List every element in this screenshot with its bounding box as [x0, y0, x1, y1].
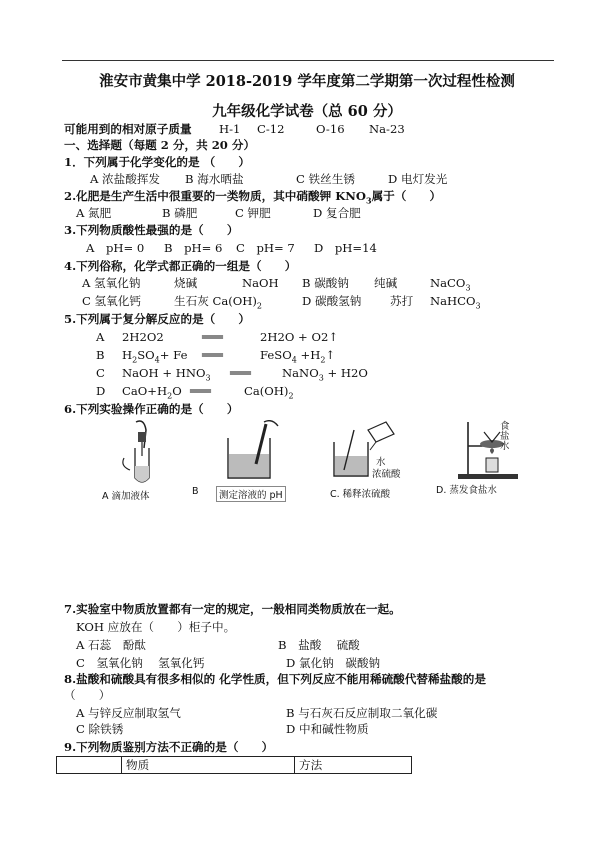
q2-option-c: C 钾肥 — [235, 206, 271, 220]
figure-b-ph-test — [218, 420, 290, 482]
q7-stem: 7.实验室中物质放置都有一定的规定，一般相同类物质放在一起。 — [64, 602, 401, 616]
q2-stem: 2.化肥是生产生活中很重要的一类物质，其中硝酸钾 $KNO_3$属于（ ） — [64, 189, 442, 206]
mass-o: O-16 — [316, 122, 345, 136]
q3-stem: 3.下列物质酸性最强的是（ ） — [64, 223, 239, 237]
figure-c-caption: C. 稀释浓硫酸 — [330, 489, 391, 500]
q8-option-c: C 除铁锈 — [76, 722, 124, 736]
q3-option-c: C pH= 7 — [236, 241, 295, 255]
q7-option-c: C 氢氧化钠 氢氧化钙 — [76, 656, 205, 670]
q8-option-a: A 与锌反应制取氢气 — [76, 706, 181, 720]
q1-option-b: B 海水晒盐 — [185, 172, 244, 186]
page-subtitle: 九年级化学试卷（总 60 分） — [212, 103, 402, 120]
q3-option-a: A pH= 0 — [86, 241, 145, 255]
q4-option-b: B 碳酸钠 — [302, 276, 349, 290]
q9-header-method: 方法 — [295, 757, 412, 774]
q9-stem: 9.下列物质鉴别方法不正确的是（ ） — [64, 740, 274, 754]
q4-d-formula: NaHCO$_3$ — [430, 294, 481, 311]
q7-option-a: A 石蕊 酚酞 — [76, 638, 147, 652]
mass-c: C-12 — [257, 122, 285, 136]
figure-a-caption: A 滴加液体 — [102, 491, 150, 502]
figure-d-caption: D. 蒸发食盐水 — [436, 485, 497, 496]
figure-b-caption-letter: B — [192, 486, 199, 497]
q9-table — [56, 756, 412, 774]
mass-na: Na-23 — [369, 122, 405, 136]
q5-stem: 5.下列属于复分解反应的是（ ） — [64, 312, 251, 326]
header-rule — [62, 60, 554, 61]
q4-a-formula: NaOH — [242, 276, 279, 290]
atomic-mass-line — [64, 122, 405, 136]
q7-option-b: B 盐酸 硫酸 — [278, 638, 360, 652]
q4-option-a: A 氢氧化钠 — [82, 276, 141, 290]
q8-option-b: B 与石灰石反应制取二氧化碳 — [286, 706, 438, 720]
figure-c-water-label: 水 — [376, 457, 386, 468]
figure-c-acid-label: 浓硫酸 — [372, 469, 401, 480]
q3-option-b: B pH= 6 — [164, 241, 223, 255]
page-title: 淮安市黄集中学 2018-2019 学年度第二学期第一次过程性检测 — [99, 73, 515, 90]
figure-d-salt-label: 食盐水 — [500, 421, 510, 452]
q1-option-d: D 电灯发光 — [388, 172, 448, 186]
q1-option-a: A 浓盐酸挥发 — [90, 172, 161, 186]
q6-stem: 6.下列实验操作正确的是（ ） — [64, 402, 239, 416]
q9-header-substance: 物质 — [122, 757, 295, 774]
q4-a-name: 烧碱 — [174, 276, 198, 290]
q2-option-a: A 氮肥 — [76, 206, 112, 220]
q8-option-d: D 中和碱性物质 — [286, 722, 369, 736]
q9-header-blank — [57, 757, 122, 774]
q8-stem: 8.盐酸和硫酸具有很多相似的 化学性质，但下列反应不能用稀硫酸代替稀盐酸的是 — [64, 672, 486, 686]
figure-d-evaporation — [450, 418, 530, 482]
q4-d-name: 苏打 — [390, 294, 414, 308]
q2-option-d: D 复合肥 — [313, 206, 361, 220]
q1-option-c: C 铁丝生锈 — [296, 172, 355, 186]
figure-a-dropper — [118, 418, 168, 486]
atomic-mass-label: 可能用到的相对原子质量 — [64, 122, 192, 136]
q8-paren: （ ） — [64, 688, 111, 702]
q4-option-d: D 碳酸氢钠 — [302, 294, 362, 308]
q3-option-d: D pH=14 — [314, 241, 377, 255]
q7-option-d: D 氯化钠 碳酸钠 — [286, 656, 381, 670]
q4-b-formula: NaCO$_3$ — [430, 276, 471, 293]
section-heading: 一、选择题（每题 2 分，共 20 分） — [64, 138, 256, 152]
q2-option-b: B 磷肥 — [162, 206, 198, 220]
table-row — [57, 757, 412, 774]
mass-h: H-1 — [219, 122, 241, 136]
q7-stem-2: KOH 应放在（ ）柜子中。 — [76, 620, 236, 634]
figure-b-caption: 测定溶液的 pH — [216, 486, 286, 502]
q1-stem: 1．下列属于化学变化的是 （ ） — [64, 155, 251, 169]
q4-b-name: 纯碱 — [374, 276, 398, 290]
q4-c-name: 生石灰 $Ca(OH)_2$ — [174, 294, 263, 311]
q4-option-c: C 氢氧化钙 — [82, 294, 141, 308]
q4-stem: 4.下列俗称，化学式都正确的一组是（ ） — [64, 259, 297, 273]
